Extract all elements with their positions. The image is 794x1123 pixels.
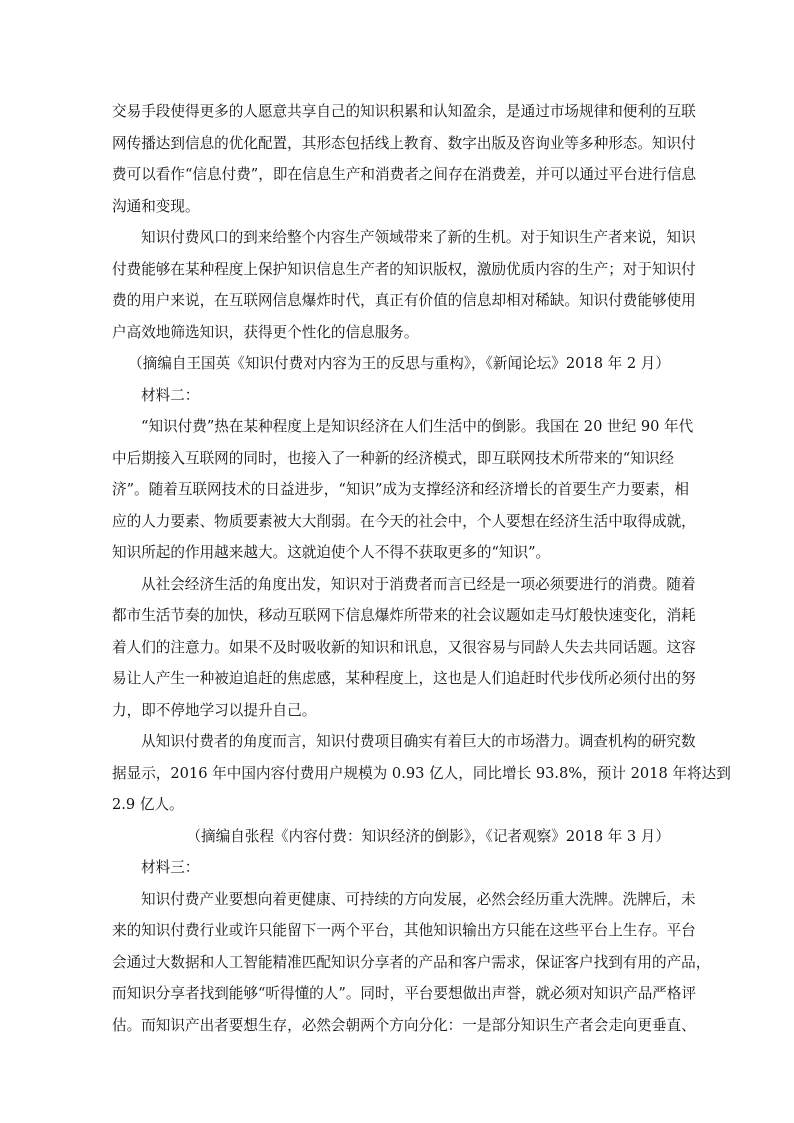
paragraph-first-line: 从社会经济生活的角度出发，知识对于消费者而言已经是一项必须要进行的消费。随着 bbox=[141, 575, 696, 593]
material-label: 材料二： bbox=[141, 386, 200, 404]
body-line: 济”。随着互联网技术的日益进步，“知识”成为支撑经济和经济增长的首要生产力要素，相 bbox=[112, 481, 689, 498]
source-citation: （摘编自张程《内容付费：知识经济的倒影》，《记者观察》2018 年 3 月） bbox=[186, 827, 670, 845]
body-line: 交易手段使得更多的人愿意共享自己的知识积累和认知盈余，是通过市场规律和便利的互联 bbox=[112, 103, 696, 120]
body-line: 都市生活节奏的加快，移动互联网下信息爆炸所带来的社会议题如走马灯般快速变化，消耗 bbox=[112, 607, 696, 624]
body-line: 而知识分享者找到能够“听得懂的人”。同时，平台要想做出声誉，就必须对知识产品严格评 bbox=[112, 985, 697, 1002]
body-line: 易让人产生一种被迫追赶的焦虑感，某种程度上，这也是人们追赶时代步伐所必须付出的努 bbox=[112, 670, 696, 687]
paragraph-first-line: 知识付费产业要想向着更健康、可持续的方向发展，必然会经历重大洗牌。洗牌后，未 bbox=[141, 890, 696, 908]
material-label: 材料三： bbox=[141, 859, 200, 876]
document-page bbox=[112, 96, 731, 1041]
body-line: 付费能够在某种程度上保护知识信息生产者的知识版权，激励优质内容的生产；对于知识付 bbox=[112, 260, 696, 278]
body-line: 力，即不停地学习以提升自己。 bbox=[112, 701, 317, 719]
body-line: 2.9 亿人。 bbox=[112, 796, 184, 813]
body-line: 费可以看作“信息付费”，即在信息生产和消费者之间存在消费差，并可以通过平台进行信息 bbox=[112, 166, 697, 183]
source-citation: （摘编自王国英《知识付费对内容为王的反思与重构》，《新闻论坛》2018 年 2 月） bbox=[128, 355, 670, 372]
body-line: 来的知识付费行业或许只能留下一两个平台，其他知识输出方只能在这些平台上生存。平台 bbox=[112, 922, 696, 939]
body-line: 会通过大数据和人工智能精准匹配知识分享者的产品和客户需求，保证客户找到有用的产品， bbox=[112, 953, 711, 971]
body-line: 应的人力要素、物质要素被大大削弱。在今天的社会中，个人要想在经济生活中取得成就， bbox=[112, 512, 696, 530]
body-line: 着人们的注意力。如果不及时吸收新的知识和讯息，又很容易与同龄人失去共同话题。这容 bbox=[112, 638, 696, 656]
paragraph-first-line: 从知识付费者的角度而言，知识付费项目确实有着巨大的市场潜力。调查机构的研究数 bbox=[141, 733, 696, 750]
body-line: 户高效地筛选知识，获得更个性化的信息服务。 bbox=[112, 323, 419, 341]
body-line: 沟通和变现。 bbox=[112, 197, 200, 215]
body-line: 中后期接入互联网的同时，也接入了一种新的经济模式，即互联网技术所带来的“知识经 bbox=[112, 449, 675, 467]
body-line: 据显示，2016 年中国内容付费用户规模为 0.93 亿人，同比增长 93.8%，预计 2018 年将达到 bbox=[112, 764, 731, 782]
body-line: 费的用户来说，在互联网信息爆炸时代，真正有价值的信息却相对稀缺。知识付费能够使用 bbox=[112, 292, 696, 309]
body-line: 网传播达到信息的优化配置，其形态包括线上教育、数字出版及咨询业等多种形态。知识付 bbox=[112, 134, 696, 152]
body-line: 知识所起的作用越来越大。这就迫使个人不得不获取更多的“知识”。 bbox=[112, 544, 551, 561]
paragraph-first-line: 知识付费风口的到来给整个内容生产领域带来了新的生机。对于知识生产者来说，知识 bbox=[141, 229, 696, 246]
paragraph-first-line: “知识付费”热在某种程度上是知识经济在人们生活中的倒影。我国在 20 世纪 90 年代 bbox=[141, 418, 694, 435]
body-line: 估。而知识产出者要想生存，必然会朝两个方向分化：一是部分知识生产者会走向更垂直、 bbox=[112, 1016, 696, 1034]
